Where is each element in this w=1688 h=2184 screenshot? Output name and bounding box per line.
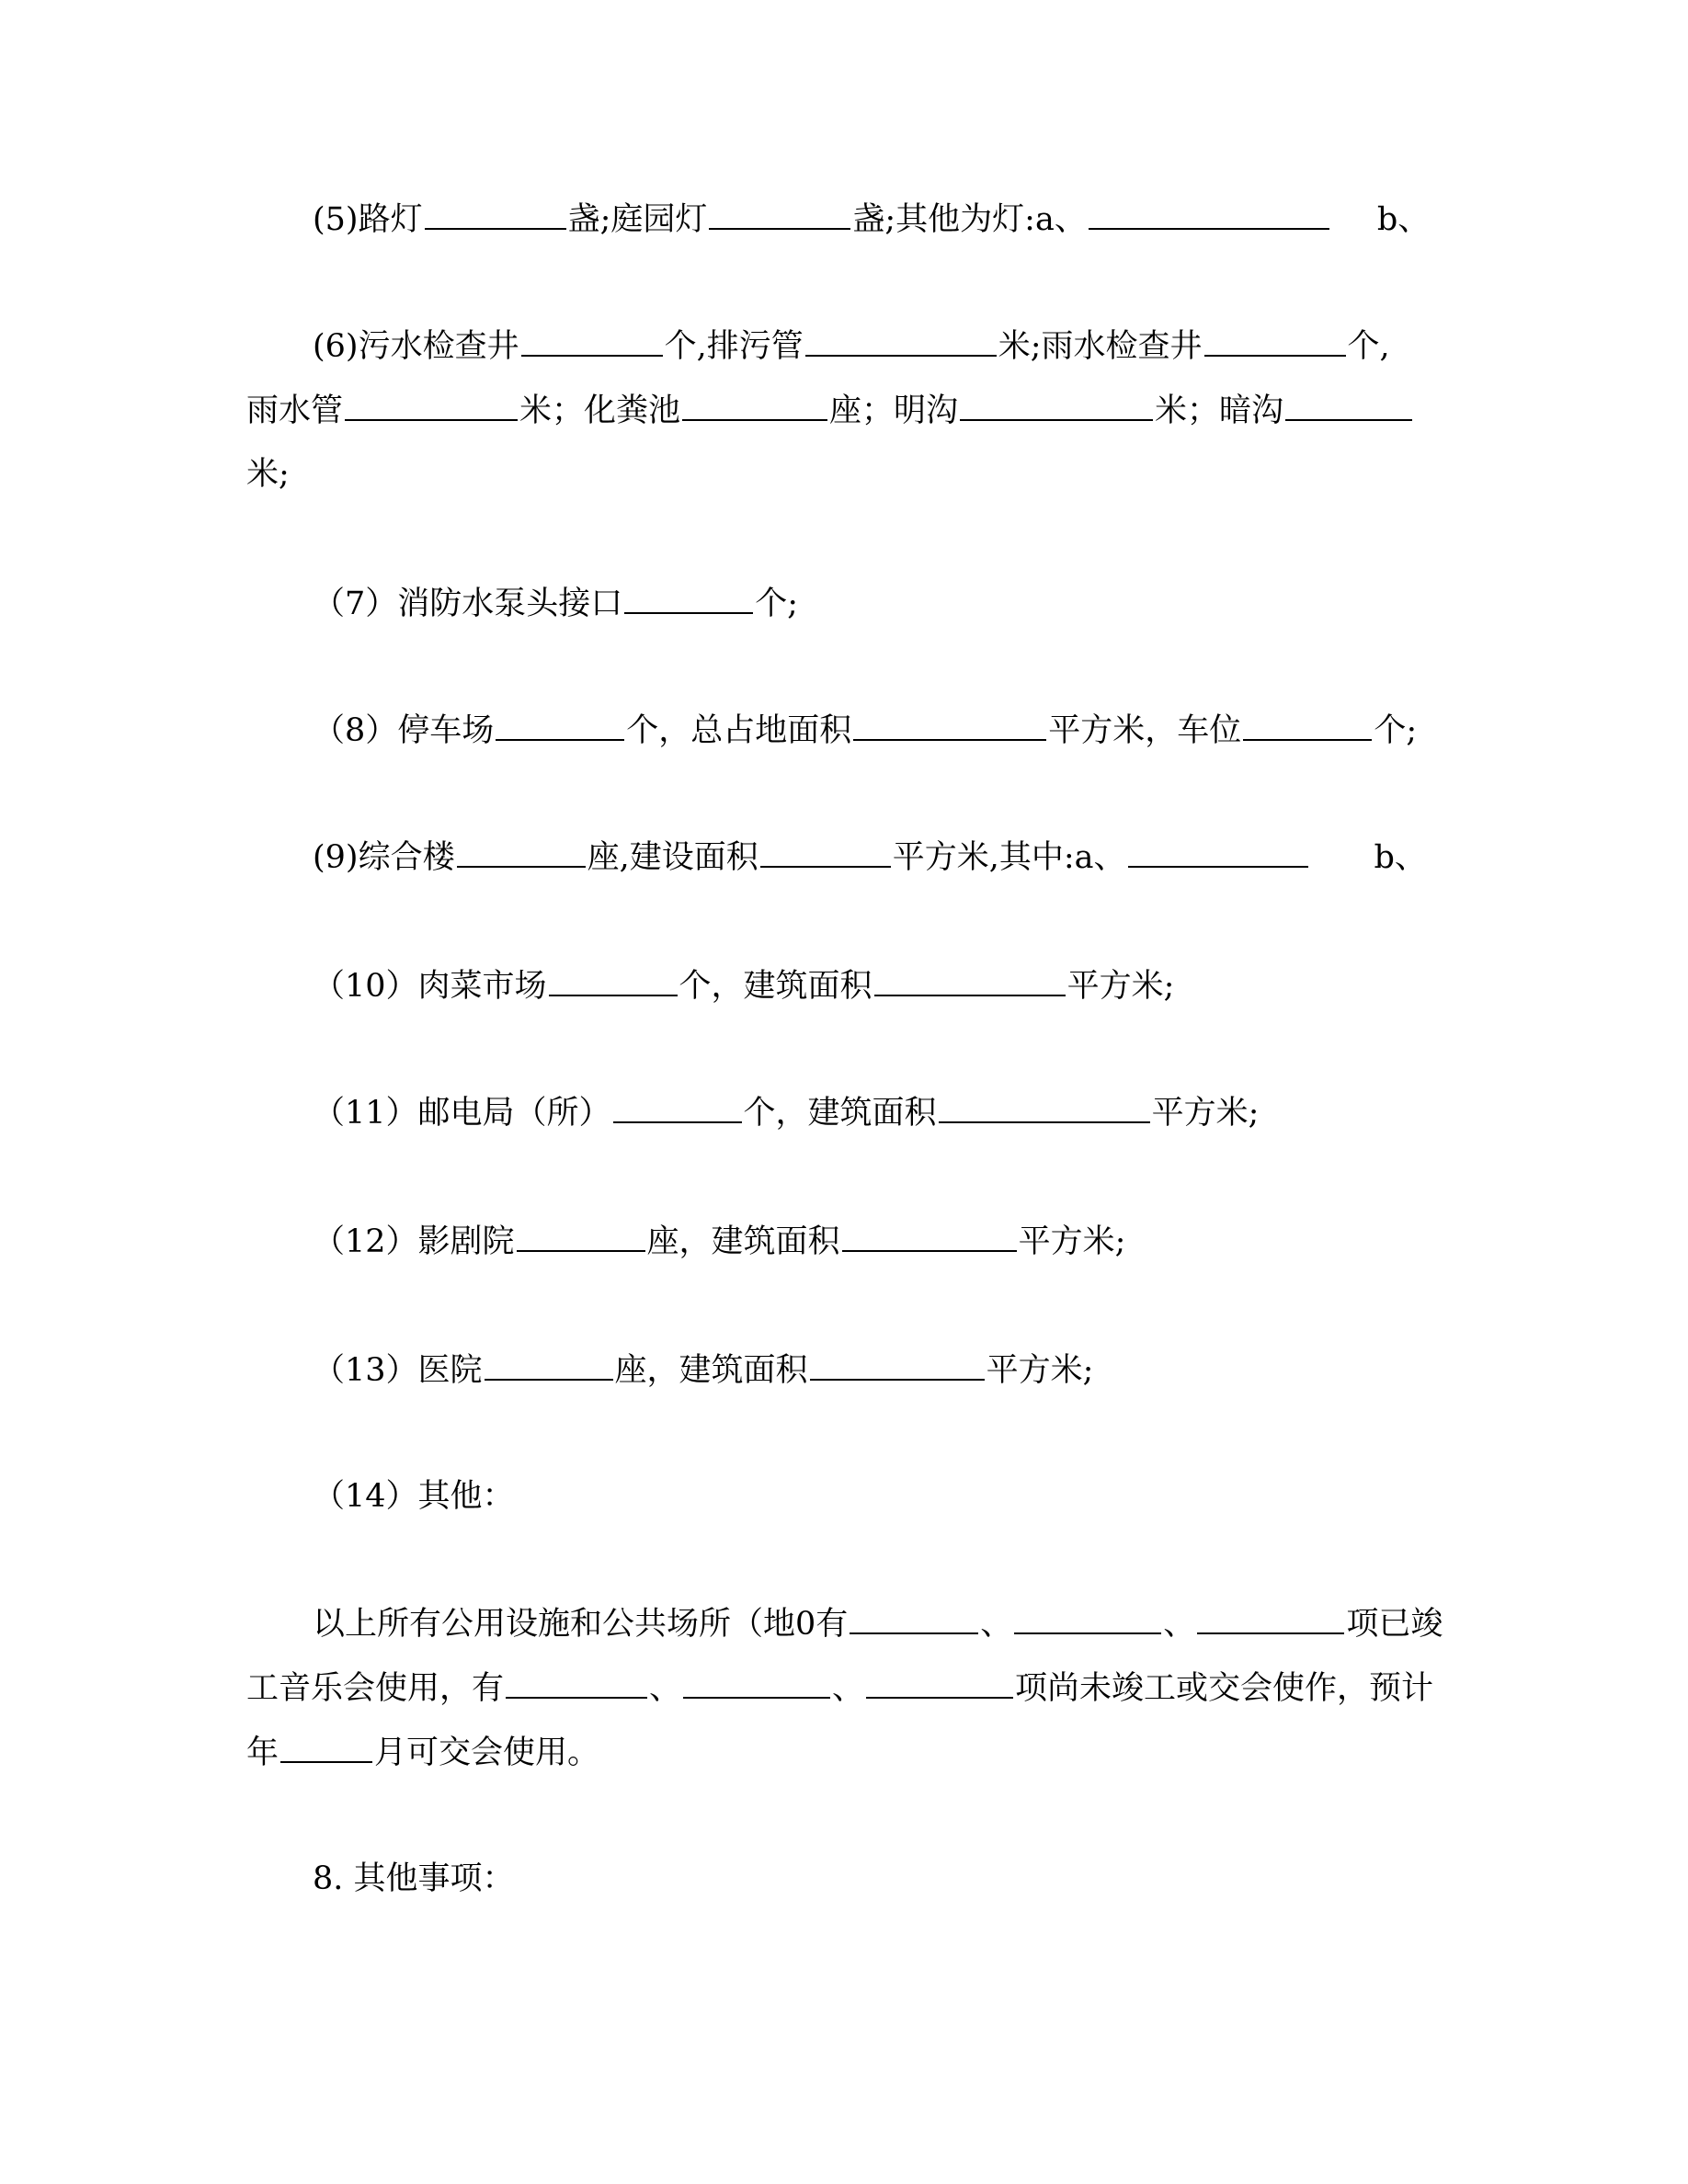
summary-line-2 xyxy=(246,1667,1433,1709)
text: 平方米，车位 xyxy=(1048,712,1242,749)
blank-field[interactable] xyxy=(760,836,891,868)
other-matters-heading xyxy=(313,1859,515,1899)
text: （10）肉菜市场 xyxy=(313,968,547,1005)
text: （12）影剧院 xyxy=(313,1223,515,1260)
text: (5)路灯 xyxy=(313,201,423,238)
text: 盏;其他为灯:a、 xyxy=(852,201,1087,238)
item-13 xyxy=(313,1349,1093,1391)
blank-field[interactable] xyxy=(280,1732,372,1763)
blank-field[interactable] xyxy=(1128,836,1308,868)
blank-field[interactable] xyxy=(1197,1603,1344,1634)
blank-field[interactable] xyxy=(485,1349,613,1381)
item-5 xyxy=(313,199,1430,240)
text: 平方米; xyxy=(986,1352,1094,1389)
item-8 xyxy=(313,710,1417,751)
blank-field[interactable] xyxy=(682,390,827,421)
text: 项尚未竣工或交会使作，预计 xyxy=(1015,1670,1434,1707)
text: (6)污水检查井 xyxy=(313,328,519,365)
blank-field[interactable] xyxy=(425,199,566,230)
text: 米；化粪池 xyxy=(519,392,681,429)
blank-field[interactable] xyxy=(810,1349,985,1381)
text: （7）消防水泵头接口 xyxy=(313,586,623,622)
text: 个; xyxy=(755,586,799,622)
text: b、 xyxy=(1376,201,1431,238)
text: b、 xyxy=(1374,839,1427,876)
item-11 xyxy=(313,1092,1259,1133)
item-9 xyxy=(313,836,1427,878)
item-10 xyxy=(313,965,1174,1007)
item-6-line-2 xyxy=(246,390,1414,431)
text: 座，建筑面积 xyxy=(646,1223,840,1260)
text: 盏;庭园灯 xyxy=(567,201,708,238)
text: 平方米; xyxy=(1018,1223,1126,1260)
blank-field[interactable] xyxy=(496,710,624,741)
blank-field[interactable] xyxy=(1014,1603,1161,1634)
text: 个，建筑面积 xyxy=(679,968,873,1005)
item-6-line-3 xyxy=(246,454,290,495)
text: 工音乐会使用，有 xyxy=(246,1670,505,1707)
blank-field[interactable] xyxy=(709,199,850,230)
text: 米; xyxy=(246,456,290,493)
text: 个，总占地面积 xyxy=(626,712,852,749)
summary-line-1 xyxy=(313,1603,1443,1644)
text: 座；明沟 xyxy=(829,392,959,429)
text: 个,排污管 xyxy=(664,328,804,365)
blank-field[interactable] xyxy=(874,965,1066,996)
text: 月可交会使用。 xyxy=(374,1735,600,1771)
text: 米；暗沟 xyxy=(1155,392,1284,429)
text: （11）邮电局（所） xyxy=(313,1095,611,1132)
blank-field[interactable] xyxy=(521,325,663,357)
text: 米;雨水检查井 xyxy=(998,328,1203,365)
text: 、 xyxy=(832,1670,865,1707)
blank-field[interactable] xyxy=(624,583,753,614)
text: 个, xyxy=(1347,328,1390,365)
blank-field[interactable] xyxy=(683,1667,830,1699)
item-12 xyxy=(313,1221,1125,1262)
text: 、 xyxy=(1163,1606,1196,1643)
blank-field[interactable] xyxy=(1089,199,1329,230)
item-14 xyxy=(313,1476,515,1517)
text: (9)综合楼 xyxy=(313,839,455,876)
text: 、 xyxy=(649,1670,682,1707)
blank-field[interactable] xyxy=(457,836,586,868)
blank-field[interactable] xyxy=(1285,390,1412,421)
text: 、 xyxy=(980,1606,1013,1643)
text: 8. 其他事项： xyxy=(313,1860,515,1897)
text: 个; xyxy=(1374,712,1418,749)
blank-field[interactable] xyxy=(1204,325,1346,357)
blank-field[interactable] xyxy=(345,390,518,421)
blank-field[interactable] xyxy=(549,965,678,996)
text: （14）其他： xyxy=(313,1478,515,1515)
text: （13）医院 xyxy=(313,1352,483,1389)
blank-field[interactable] xyxy=(613,1092,742,1123)
blank-field[interactable] xyxy=(1243,710,1372,741)
text: 项已竣 xyxy=(1346,1606,1443,1643)
blank-field[interactable] xyxy=(939,1092,1150,1123)
blank-field[interactable] xyxy=(960,390,1153,421)
text: 平方米,其中:a、 xyxy=(892,839,1126,876)
text: 雨水管 xyxy=(246,392,344,429)
text: 以上所有公用设施和公共场所（地0有 xyxy=(313,1606,849,1643)
blank-field[interactable] xyxy=(850,1603,978,1634)
text: 平方米; xyxy=(1151,1095,1260,1132)
item-6-line-1 xyxy=(313,325,1390,367)
item-7 xyxy=(313,583,798,624)
text: （8）停车场 xyxy=(313,712,495,749)
text: 座,建设面积 xyxy=(587,839,758,876)
blank-field[interactable] xyxy=(805,325,997,357)
blank-field[interactable] xyxy=(842,1221,1017,1252)
text: 平方米; xyxy=(1066,968,1175,1005)
blank-field[interactable] xyxy=(853,710,1046,741)
text: 个，建筑面积 xyxy=(743,1095,937,1132)
blank-field[interactable] xyxy=(866,1667,1013,1699)
blank-field[interactable] xyxy=(517,1221,645,1252)
text: 座，建筑面积 xyxy=(614,1352,808,1389)
summary-line-3 xyxy=(246,1732,599,1773)
text: 年 xyxy=(246,1735,279,1771)
blank-field[interactable] xyxy=(506,1667,647,1699)
